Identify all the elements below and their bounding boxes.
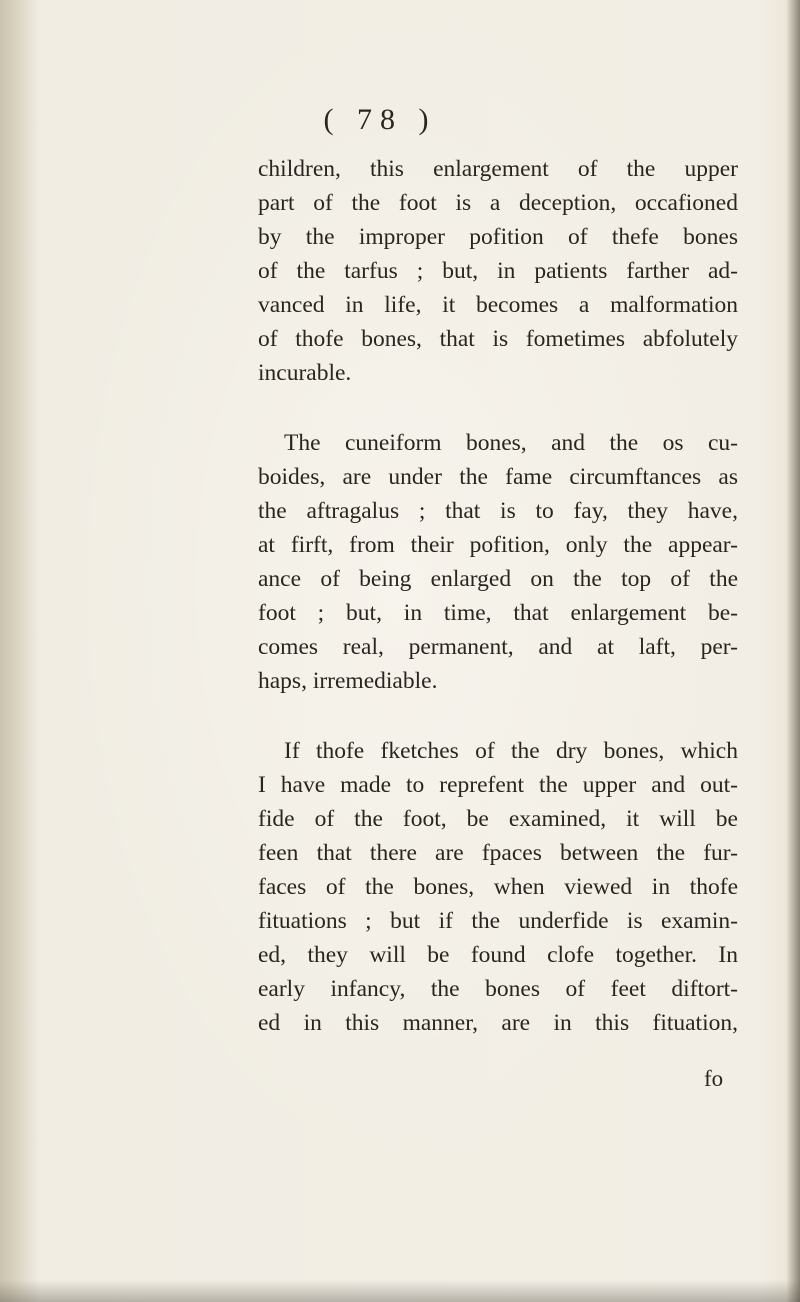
catchword: fo bbox=[704, 1066, 724, 1091]
text-line: by the improper pofition of thefe bones bbox=[258, 224, 738, 250]
text-line: ed in this manner, are in this fituation, bbox=[258, 1010, 738, 1036]
text-line: incurable. bbox=[258, 360, 352, 386]
page-bottom-shadow bbox=[0, 1280, 800, 1302]
body-text bbox=[258, 152, 738, 1040]
text-line: boides, are under the fame circumftances as bbox=[258, 464, 738, 490]
text-line: of the tarfus ; but, in patients farther ad- bbox=[258, 258, 738, 284]
text-line: comes real, permanent, and at laft, per- bbox=[258, 634, 738, 660]
text-line: foot ; but, in time, that enlargement be- bbox=[258, 600, 738, 626]
text-line: part of the foot is a deception, occafioned bbox=[258, 190, 738, 216]
text-line: I have made to reprefent the upper and out- bbox=[258, 772, 738, 798]
text-line: feen that there are fpaces between the fur- bbox=[258, 840, 738, 866]
text-line: the aftragalus ; that is to fay, they have, bbox=[258, 498, 738, 524]
page-gutter-shadow bbox=[0, 0, 40, 1302]
text-line: vanced in life, it becomes a malformation bbox=[258, 292, 738, 318]
text-line: haps, irremediable. bbox=[258, 668, 438, 694]
text-line: children, this enlargement of the upper bbox=[258, 156, 738, 182]
paragraph-3 bbox=[258, 734, 738, 1040]
text-line: ed, they will be found clofe together. In bbox=[258, 942, 738, 968]
text-line: If thofe fketches of the dry bones, which bbox=[284, 738, 738, 764]
text-line: faces of the bones, when viewed in thofe bbox=[258, 874, 738, 900]
page-number-header: ( 78 ) bbox=[323, 103, 437, 136]
text-line: of thofe bones, that is fometimes abfolutely bbox=[258, 326, 738, 352]
text-line: The cuneiform bones, and the os cu- bbox=[284, 430, 738, 456]
text-line: early infancy, the bones of feet diftort- bbox=[258, 976, 738, 1002]
text-line: ance of being enlarged on the top of the bbox=[258, 566, 738, 592]
paragraph-1 bbox=[258, 152, 738, 390]
text-line: fide of the foot, be examined, it will be bbox=[258, 806, 738, 832]
text-line: fituations ; but if the underfide is examin- bbox=[258, 908, 738, 934]
text-line: at firft, from their pofition, only the appear- bbox=[258, 532, 738, 558]
page-edge-shadow bbox=[786, 0, 800, 1302]
paragraph-2 bbox=[258, 426, 738, 698]
